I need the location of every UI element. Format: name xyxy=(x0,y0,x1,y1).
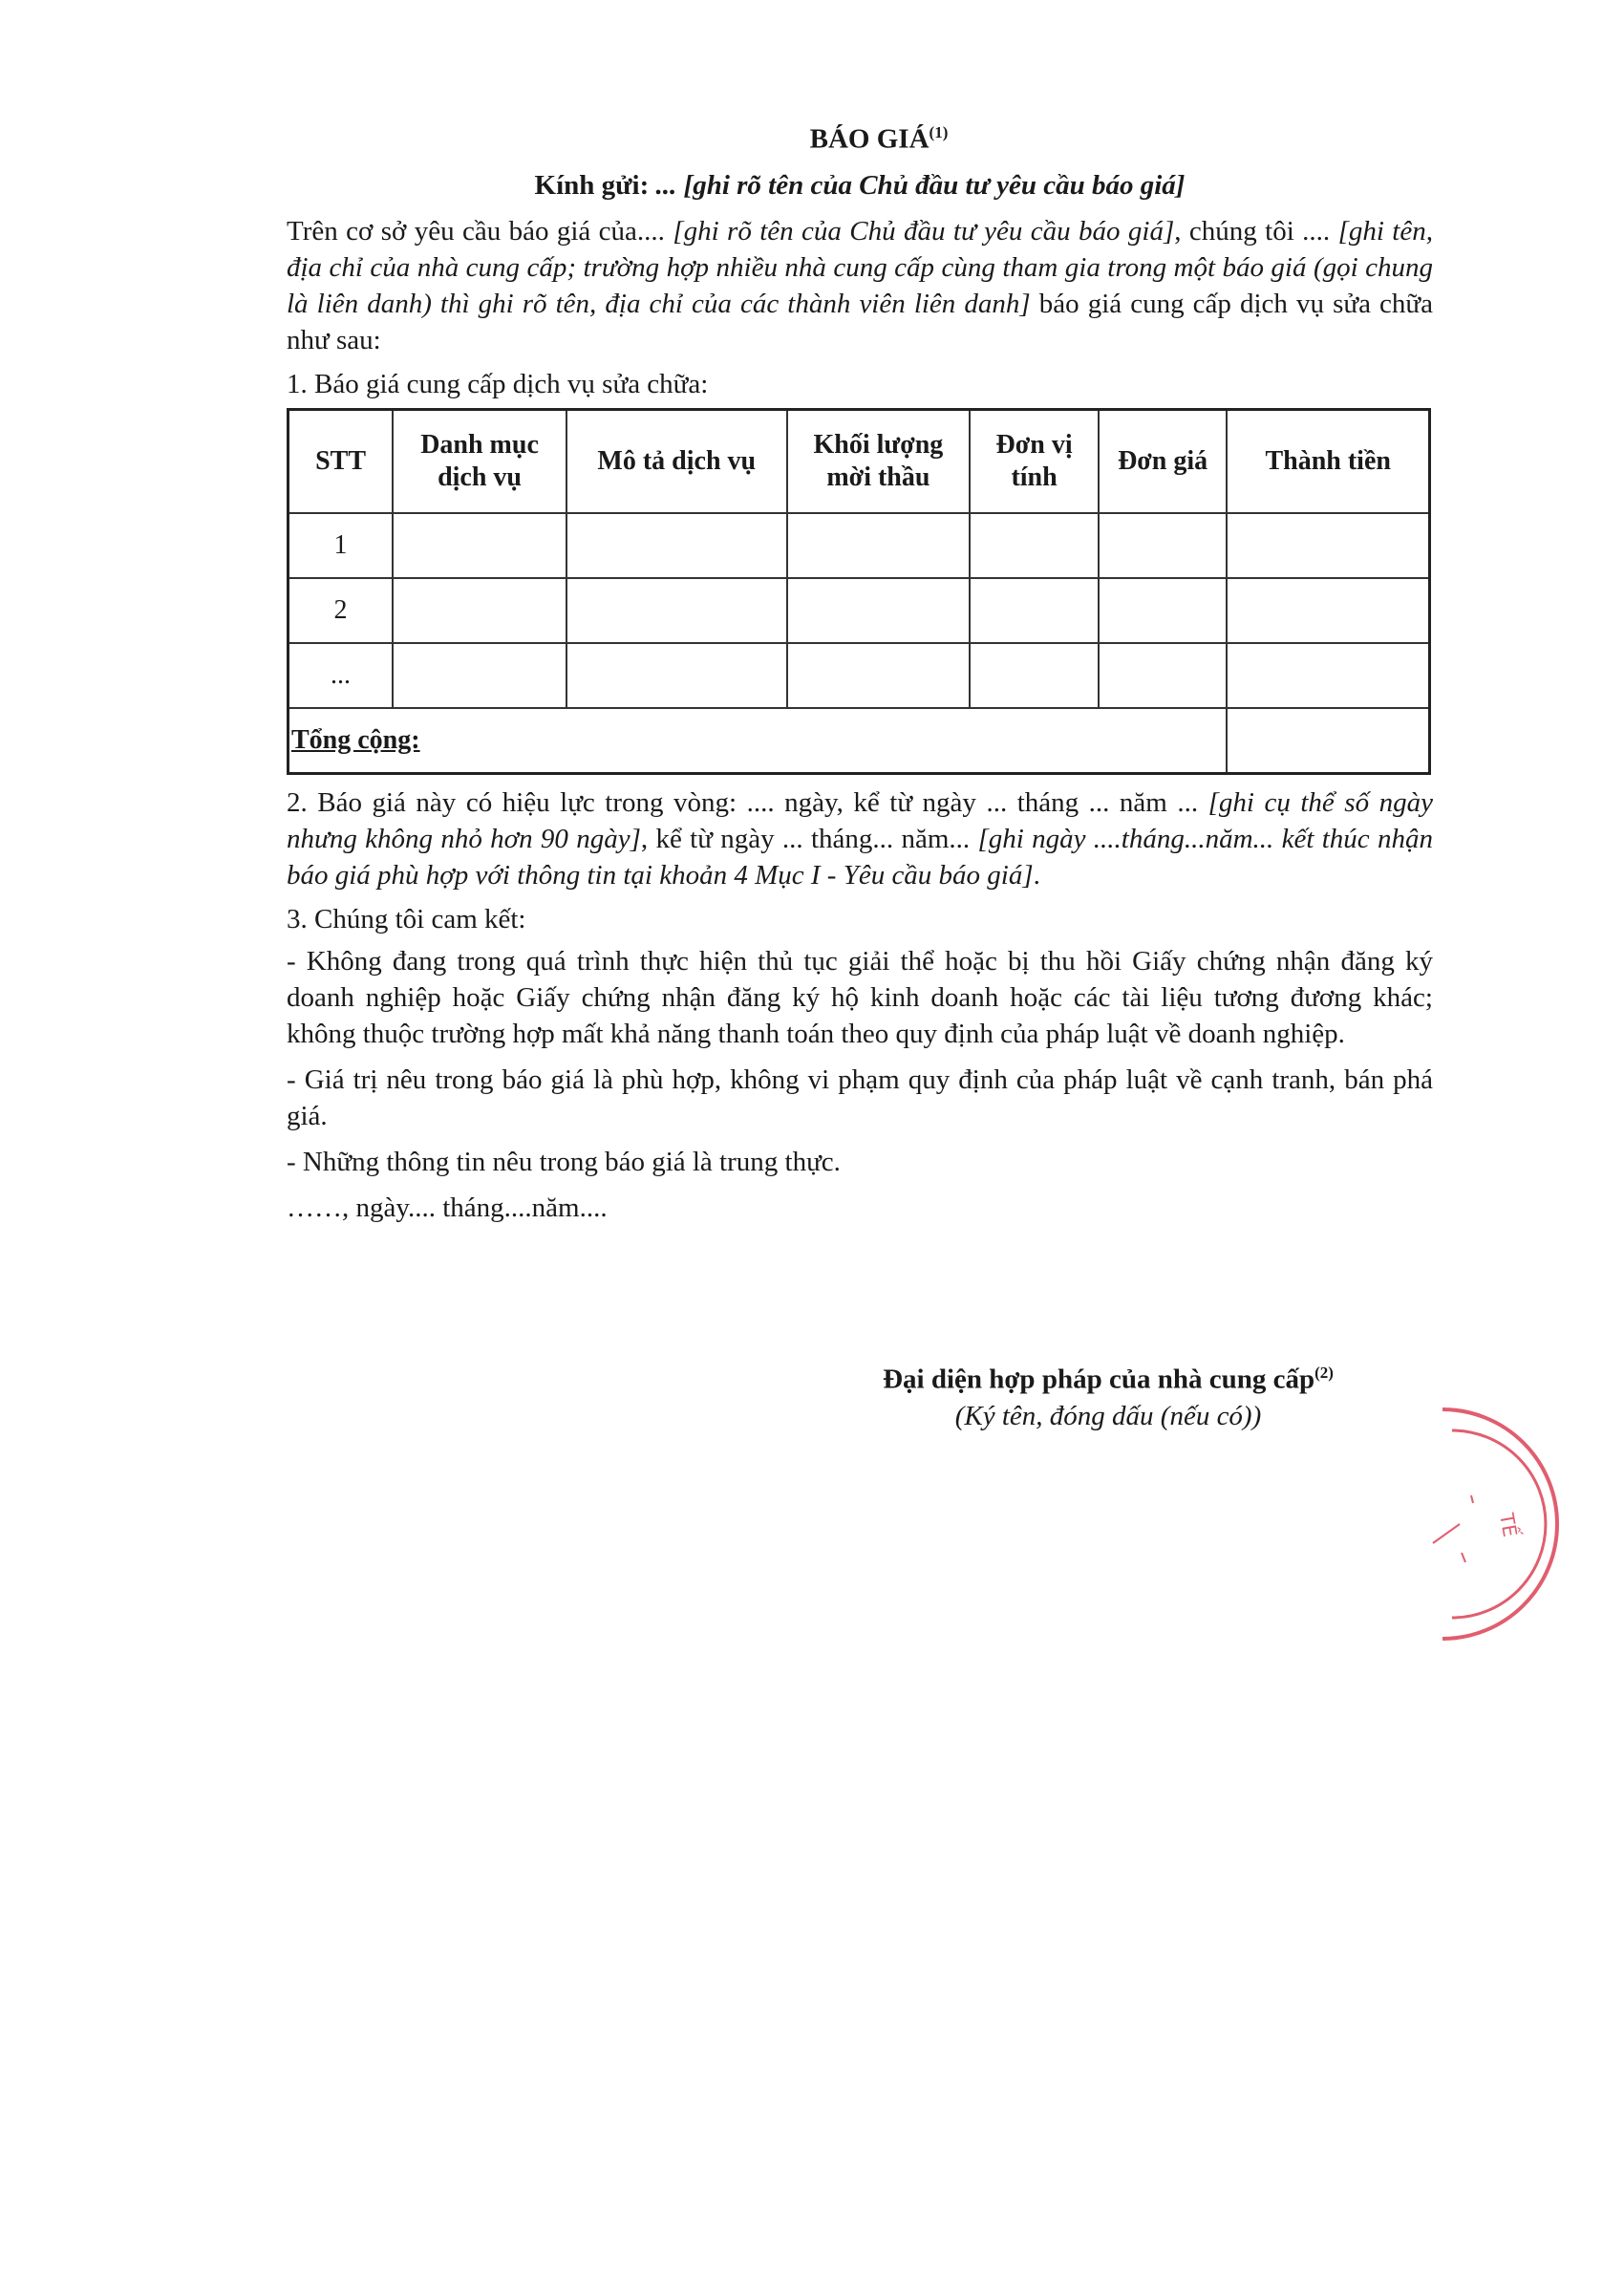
header-service-category: Danh mục dịch vụ xyxy=(393,409,566,513)
row-stt: ... xyxy=(288,643,394,708)
table-cell xyxy=(1227,578,1429,643)
table-row xyxy=(288,578,1430,643)
header-service-description: Mô tả dịch vụ xyxy=(566,409,787,513)
title-footnote: (1) xyxy=(929,123,949,141)
header-quantity: Khối lượng mời thầu xyxy=(787,409,971,513)
greeting-placeholder: ... [ghi rõ tên của Chủ đầu tư yêu cầu báo giá] xyxy=(655,169,1186,201)
table-cell xyxy=(566,513,787,578)
table-row xyxy=(288,643,1430,708)
table-total-row xyxy=(288,708,1430,774)
section-1-heading: 1. Báo giá cung cấp dịch vụ sửa chữa: xyxy=(287,368,709,399)
table-cell xyxy=(787,513,971,578)
commitment-item: - Không đang trong quá trình thực hiện thủ tục giải thể hoặc bị thu hồi Giấy chứng nhận đăng ký doanh nghiệp hoặc Giấy chứng nhận đăng ký hộ kinh doanh hoặc các tài liệu tương đương khác; không thuộc trường hợp mất khả năng thanh toán theo quy định của pháp luật về doanh nghiệp. xyxy=(287,945,1433,1049)
table-cell xyxy=(566,578,787,643)
total-amount-cell xyxy=(1227,708,1429,774)
header-stt: STT xyxy=(288,409,394,513)
table-cell xyxy=(1227,643,1429,708)
section-2-validity: 2. Báo giá này có hiệu lực trong vòng: .... ngày, kể từ ngày ... tháng ... năm ... [ghi cụ thể số ngày nhưng không nhỏ hơn 90 ngày], kể từ ngày ... tháng... năm... [ghi ngày ....tháng...năm... kết thúc nhận báo giá phù hợp với thông tin tại khoản 4 Mục I - Yêu cầu báo giá]. xyxy=(287,786,1433,891)
header-amount: Thành tiền xyxy=(1227,409,1429,513)
table-cell xyxy=(970,513,1099,578)
quotation-table xyxy=(287,408,1431,775)
date-line: ……, ngày.... tháng....năm.... xyxy=(287,1192,608,1223)
signature-instruction: (Ký tên, đóng dấu (nếu có)) xyxy=(954,1400,1262,1431)
intro-paragraph: Trên cơ sở yêu cầu báo giá của.... [ghi rõ tên của Chủ đầu tư yêu cầu báo giá], chúng tôi .... [ghi tên, địa chỉ của nhà cung cấp; trường hợp nhiều nhà cung cấp cùng tham gia trong một báo giá (gọi chung là liên danh) thì ghi rõ tên, địa chỉ của các thành viên liên danh] báo giá cung cấp dịch vụ sửa chữa như sau: xyxy=(287,215,1433,355)
table-cell xyxy=(787,578,971,643)
header-unit: Đơn vị tính xyxy=(970,409,1099,513)
commitment-item: - Những thông tin nêu trong báo giá là trung thực. xyxy=(287,1146,841,1177)
total-label: Tổng cộng: xyxy=(288,708,1228,774)
greeting-line xyxy=(287,167,1433,204)
table-cell xyxy=(1227,513,1429,578)
stamp-text: TẾ xyxy=(1495,1511,1523,1539)
table-cell xyxy=(970,578,1099,643)
document-body xyxy=(287,115,1433,1226)
table-cell xyxy=(393,578,566,643)
role-footnote: (2) xyxy=(1314,1364,1334,1382)
table-cell xyxy=(566,643,787,708)
table-cell xyxy=(393,513,566,578)
table-cell xyxy=(393,643,566,708)
table-cell xyxy=(1099,578,1228,643)
document-title: BÁO GIÁ$^{(1)}$ xyxy=(809,123,949,155)
greeting-label: Kính gửi: xyxy=(534,169,650,201)
signature-block xyxy=(841,1355,1376,1434)
signature-role: Đại diện hợp pháp của nhà cung cấp$^{(2)}$ xyxy=(883,1364,1334,1395)
section-3-heading: 3. Chúng tôi cam kết: xyxy=(287,903,526,934)
row-stt: 1 xyxy=(288,513,394,578)
table-cell xyxy=(1099,643,1228,708)
header-unit-price: Đơn giá xyxy=(1099,409,1228,513)
commitment-item: - Giá trị nêu trong báo giá là phù hợp, không vi phạm quy định của pháp luật về cạnh tranh, bán phá giá. xyxy=(287,1063,1433,1131)
table-header-row xyxy=(288,409,1430,513)
table-cell xyxy=(787,643,971,708)
table-row xyxy=(288,513,1430,578)
row-stt: 2 xyxy=(288,578,394,643)
table-cell xyxy=(970,643,1099,708)
table-cell xyxy=(1099,513,1228,578)
red-stamp-icon xyxy=(1404,1400,1624,1648)
